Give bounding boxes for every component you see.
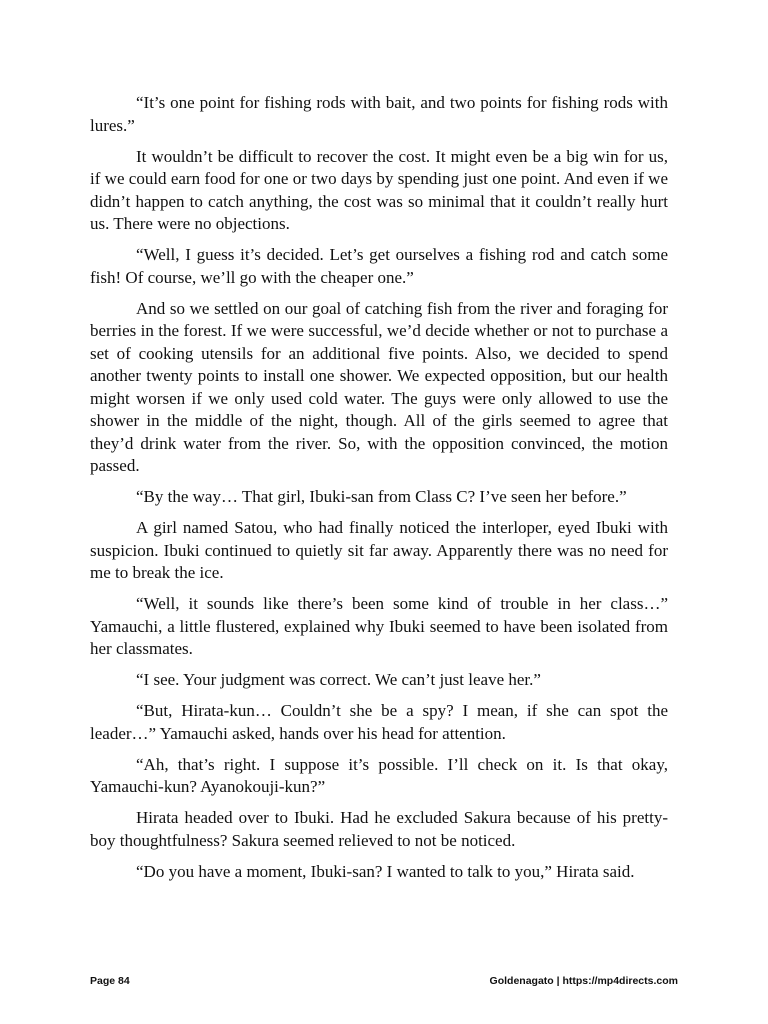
paragraph: “But, Hirata-kun… Couldn’t she be a spy? I mean, if she can spot the leader…” Yamauchi asked, hands over his head for attention. [90,701,668,743]
paragraph: And so we settled on our goal of catching fish from the river and foraging for berries in the forest. If we were successful, we’d decide whether or not to purchase a set of cooking utensils for an additional five points. Also, we decided to spend another twenty points to install one shower. We expected opposition, but our health might worsen if we only used cold water. The guys were only allowed to use the shower in the middle of the night, though. All of the girls seemed to agree that they’d drink water from the river. So, with the opposition convinced, the motion passed. [90,298,668,475]
paragraph: It wouldn’t be difficult to recover the cost. It might even be a big win for us, if we could earn food for one or two days by spending just one point. And even if we didn’t happen to catch anything, the cost was so minimal that it couldn’t really hurt us. There were no objections. [90,146,668,233]
paragraph: “Well, I guess it’s decided. Let’s get ourselves a fishing rod and catch some fish! Of course, we’ll go with the cheaper one.” [90,245,668,287]
footer-credit: Goldenagato | https://mp4directs.com [489,975,678,987]
body-text [90,92,668,892]
paragraph: “Well, it sounds like there’s been some kind of trouble in her class…” Yamauchi, a little flustered, explained why Ibuki seemed to have been isolated from her classmates. [90,594,668,658]
paragraph: A girl named Satou, who had finally noticed the interloper, eyed Ibuki with suspicion. Ibuki continued to quietly sit far away. Apparently there was no need for me to break the ice. [90,518,668,582]
paragraph: “Do you have a moment, Ibuki-san? I wanted to talk to you,” Hirata said. [136,861,635,881]
paragraph: “Ah, that’s right. I suppose it’s possible. I’ll check on it. Is that okay, Yamauchi-kun? Ayanokouji-kun?” [90,754,668,796]
paragraph: “I see. Your judgment was correct. We can’t just leave her.” [136,670,541,689]
paragraph: “By the way… That girl, Ibuki-san from Class C? I’ve seen her before.” [136,487,627,506]
page-number: Page 84 [90,975,130,987]
paragraph: Hirata headed over to Ibuki. Had he excluded Sakura because of his pretty-boy thoughtfulness? Sakura seemed relieved to not be noticed. [90,808,668,850]
page-footer [90,975,678,987]
paragraph: “It’s one point for fishing rods with bait, and two points for fishing rods with lures.” [90,93,668,135]
